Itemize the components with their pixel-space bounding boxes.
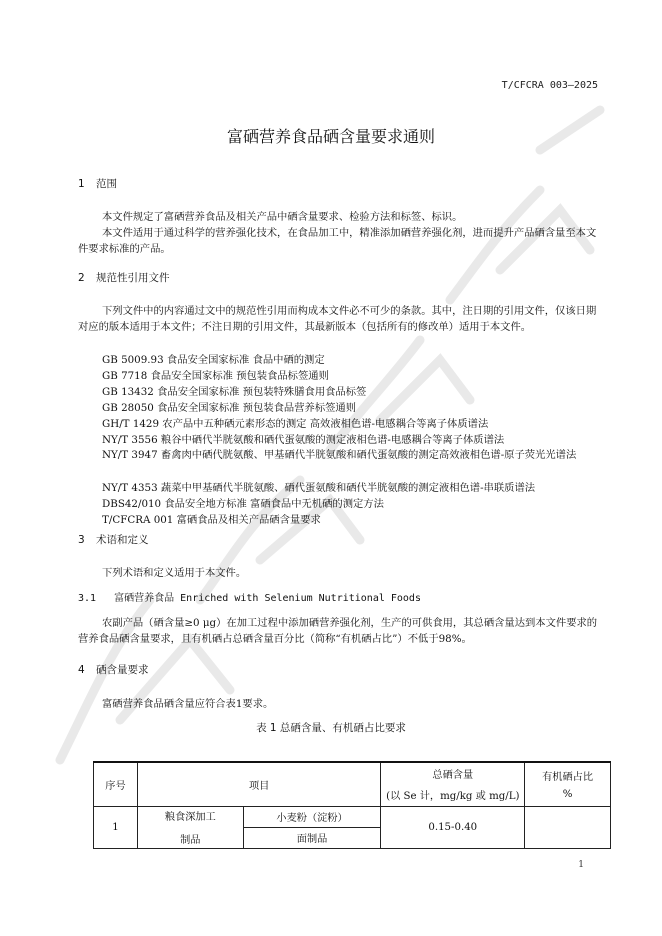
section-4-heading: 4 硒含量要求: [78, 664, 149, 676]
cell-seq: 1: [94, 806, 138, 848]
section-4-intro: 富硒营养食品硒含量应符合表1要求。: [102, 698, 274, 710]
document-title: 富硒营养食品硒含量要求通则: [226, 127, 435, 146]
reference-item: GB 28050 食品安全国家标准 预包装食品营养标签通则: [102, 402, 357, 414]
section-3-heading: 3 术语和定义: [78, 534, 149, 546]
cell-category: 粮食深加工 制品: [137, 806, 243, 848]
table-caption: 表 1 总硒含量、有机硒占比要求: [256, 722, 406, 734]
cell-subitem: 面制品: [243, 827, 381, 848]
cell-total-selenium: 0.15-0.40: [381, 806, 525, 848]
header-seq: 序号: [94, 762, 138, 806]
document-number: T/CFCRA 003—2025: [501, 80, 598, 91]
section-1-paragraph: 本文件规定了富硒营养食品及相关产品中硒含量要求、检验方法和标签、标识。: [102, 211, 463, 223]
page-number: 1: [578, 860, 584, 870]
cell-organic-ratio: [525, 806, 611, 848]
header-total-selenium: 总硒含量 (以 Se 计，mg/kg 或 mg/L): [381, 762, 525, 806]
table-row: [94, 806, 611, 827]
header-item: 项目: [137, 762, 380, 806]
term-definition: 农副产品（硒含量≥0 μg）在加工过程中添加硒营养强化剂，生产的可供食用，其总硒含量达到本文件要求的营养食品硒含量要求，且有机硒占总硒含量百分比（简称“有机硒占比”）不低于98%。: [78, 617, 598, 645]
reference-item: NY/T 3947 畜禽肉中硒代胱氨酸、甲基硒代半胱氨酸和硒代蛋氨酸的测定高效液相色谱-原子荧光光谱法: [102, 449, 577, 461]
section-3-intro: 下列术语和定义适用于本文件。: [102, 567, 247, 579]
reference-item: GB 5009.93 食品安全国家标准 食品中硒的测定: [102, 354, 325, 366]
section-2-intro: 下列文件中的内容通过文中的规范性引用而构成本文件必不可少的条款。其中，注日期的引用文件，仅该日期对应的版本适用于本文件；不注日期的引用文件，其最新版本（包括所有的修改单）适用于本文件。: [78, 305, 597, 333]
reference-item: NY/T 3556 粮谷中硒代半胱氨酸和硒代蛋氨酸的测定液相色谱-电感耦合等离子体质谱法: [102, 434, 505, 446]
reference-item: GB 7718 食品安全国家标准 预包装食品标签通则: [102, 370, 329, 382]
cell-subitem: 小麦粉（淀粉）: [243, 806, 381, 827]
section-1-heading: 1 范围: [78, 178, 117, 190]
reference-item: T/CFCRA 001 富硒食品及相关产品硒含量要求: [102, 514, 321, 526]
section-1-paragraph: 本文件适用于通过科学的营养强化技术，在食品加工中，精准添加硒营养强化剂，进而提升产品硒含量至本文件要求标准的产品。: [78, 227, 597, 255]
reference-item: GH/T 1429 农产品中五种硒元素形态的测定 高效液相色谱-电感耦合等离子体质谱法: [102, 418, 489, 430]
header-organic-ratio: 有机硒占比 %: [525, 762, 611, 806]
reference-item: GB 13432 食品安全国家标准 预包装特殊膳食用食品标签: [102, 386, 367, 398]
term-heading: 3.1 富硒营养食品 Enriched with Selenium Nutritional Foods: [78, 593, 421, 604]
table-header-row: [94, 762, 611, 806]
selenium-requirements-table: [93, 761, 611, 849]
section-2-heading: 2 规范性引用文件: [78, 272, 170, 284]
reference-item: NY/T 4353 蔬菜中甲基硒代半胱氨酸、硒代蛋氨酸和硒代半胱氨酸的测定液相色谱-串联质谱法: [102, 482, 536, 494]
reference-item: DBS42/010 食品安全地方标准 富硒食品中无机硒的测定方法: [102, 498, 384, 510]
